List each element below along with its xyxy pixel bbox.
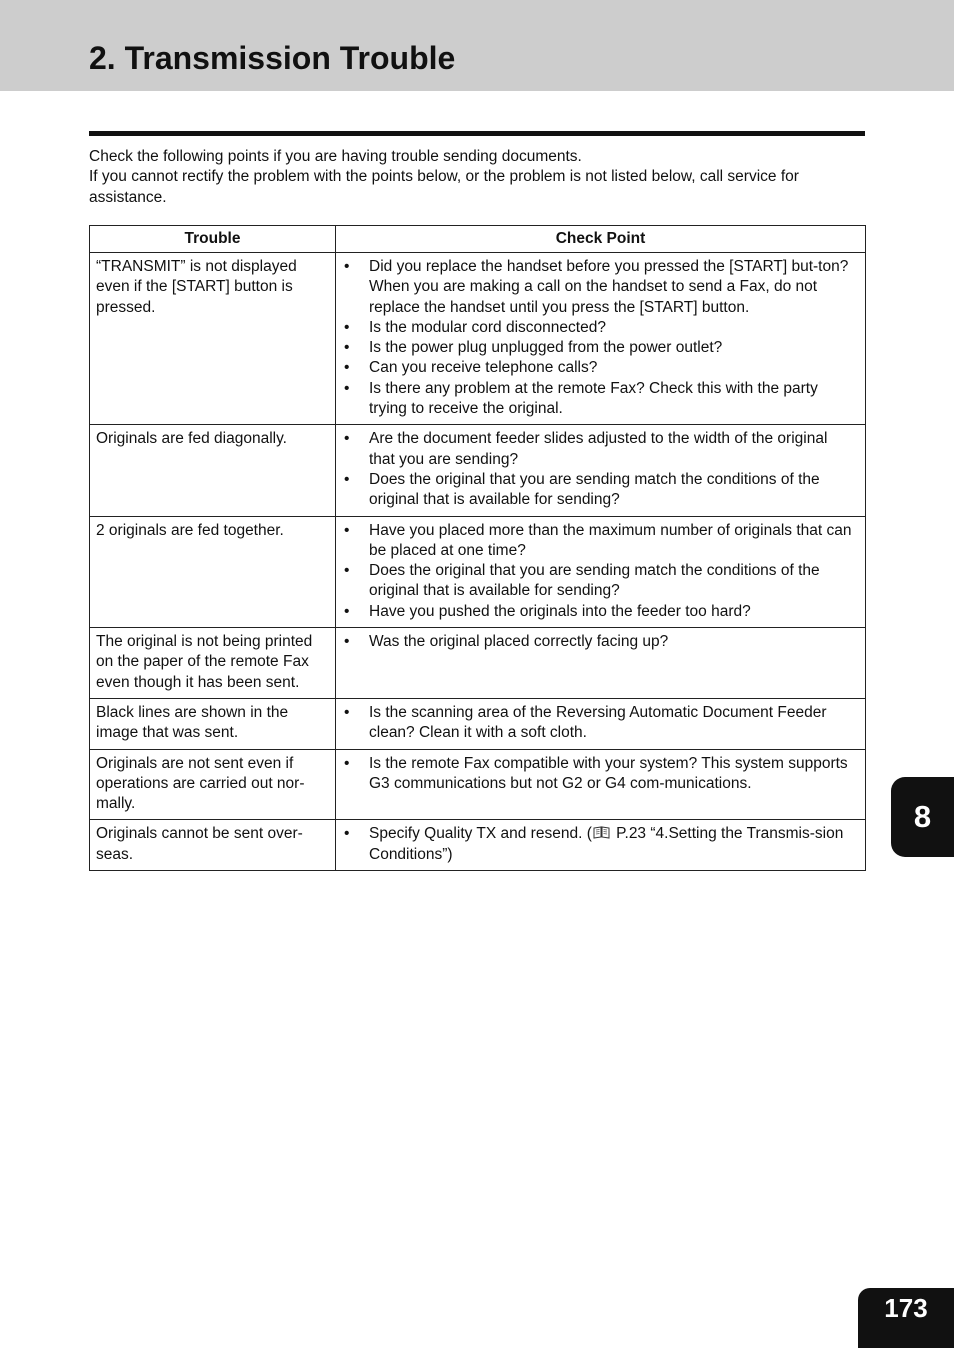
table-row (90, 628, 866, 699)
trouble-cell: “TRANSMIT” is not displayed even if the [START] button is pressed. (90, 253, 336, 425)
bullet: • (344, 258, 350, 275)
chapter-tab: 8 (891, 777, 954, 857)
check-point-list (342, 521, 857, 622)
check-point-item (342, 632, 857, 652)
bullet: • (344, 379, 350, 397)
table-row (90, 425, 866, 516)
check-point-item (342, 602, 857, 622)
check-point-text: Is the modular cord disconnected? (369, 318, 606, 336)
page-title: 2. Transmission Trouble (89, 40, 456, 76)
check-point-item (342, 561, 857, 602)
check-point-text: Have you placed more than the maximum number of originals that can be placed at one time? (369, 521, 852, 559)
check-point-cell (336, 253, 866, 425)
bullet: • (344, 318, 350, 336)
check-point-text: Is there any problem at the remote Fax? Check this with the party trying to receive the original. (369, 379, 818, 418)
check-point-item (342, 257, 857, 318)
check-point-item (342, 379, 857, 420)
check-point-cell (336, 749, 866, 820)
trouble-cell: Originals are fed diagonally. (90, 425, 336, 516)
check-point-item (342, 338, 857, 358)
check-point-item (342, 429, 857, 470)
bullet: • (344, 703, 350, 721)
bullet: • (344, 825, 350, 843)
table-row (90, 749, 866, 820)
trouble-cell: The original is not being printed on the paper of the remote Fax even though it has been sent. (90, 628, 336, 699)
check-point-item (342, 754, 857, 795)
column-header-check-point: Check Point (336, 226, 866, 253)
check-point-item (342, 703, 857, 744)
trouble-cell: Originals are not sent even if operations are carried out nor-mally. (90, 749, 336, 820)
trouble-cell: 2 originals are fed together. (90, 516, 336, 627)
table-header-row (90, 226, 866, 253)
check-point-list (342, 257, 857, 419)
title-rule (89, 131, 865, 136)
check-point-text: Does the original that you are sending match the conditions of the original that is available for sending? (369, 562, 820, 600)
bullet: • (344, 602, 350, 620)
table-row (90, 253, 866, 425)
check-point-item (342, 358, 857, 378)
check-point-text: Was the original placed correctly facing up? (369, 633, 669, 651)
check-point-text: Is the remote Fax compatible with your system? This system supports G3 communications but not G2 or G4 com-munications. (369, 754, 848, 792)
bullet: • (344, 339, 350, 357)
bullet: • (344, 633, 350, 651)
check-point-list (342, 703, 857, 744)
check-point-cell (336, 516, 866, 627)
check-point-cell (336, 628, 866, 699)
check-point-list (342, 632, 857, 652)
check-point-item (342, 318, 857, 338)
trouble-cell: Originals cannot be sent over-seas. (90, 820, 336, 871)
intro-line-1: Check the following points if you are having trouble sending documents. (89, 148, 582, 165)
page-number: 173 (858, 1288, 954, 1348)
check-point-cell (336, 820, 866, 871)
check-point-text: Can you receive telephone calls? (369, 359, 598, 377)
check-point-text-after: P.23 “4.Setting the Transmis-sion Conditions”) (369, 825, 844, 863)
table-row (90, 516, 866, 627)
table-row (90, 698, 866, 749)
book-icon (593, 825, 610, 838)
bullet: • (344, 359, 350, 377)
intro-text (89, 147, 865, 208)
check-point-item (342, 824, 857, 865)
bullet: • (344, 562, 350, 580)
check-point-text: Have you pushed the originals into the feeder too hard? (369, 602, 751, 620)
check-point-text-before: Specify Quality TX and resend. ( (369, 825, 592, 843)
intro-line-2: If you cannot rectify the problem with the points below, or the problem is not listed below, call service for assistance. (89, 168, 799, 206)
check-point-text: Is the power plug unplugged from the power outlet? (369, 339, 723, 357)
check-point-text: Are the document feeder slides adjusted to the width of the original that you are sending? (369, 430, 828, 468)
check-point-text: Does the original that you are sending match the conditions of the original that is available for sending? (369, 470, 820, 509)
check-point-cell (336, 698, 866, 749)
check-point-list (342, 754, 857, 795)
check-point-item (342, 470, 857, 511)
bullet: • (344, 430, 350, 448)
check-point-text: Did you replace the handset before you pressed the [START] but-ton? When you are making a call on the handset to send a Fax, do not replace the handset until you press the [START] button. (369, 258, 849, 316)
table-row (90, 820, 866, 871)
check-point-cell (336, 425, 866, 516)
trouble-cell: Black lines are shown in the image that was sent. (90, 698, 336, 749)
check-point-text: Is the scanning area of the Reversing Automatic Document Feeder clean? Clean it with a soft cloth. (369, 703, 827, 742)
bullet: • (344, 470, 350, 488)
check-point-item (342, 521, 857, 562)
check-point-list (342, 429, 857, 510)
check-point-list (342, 824, 857, 865)
trouble-table (89, 225, 866, 871)
column-header-trouble: Trouble (90, 226, 336, 253)
bullet: • (344, 521, 350, 539)
bullet: • (344, 754, 350, 772)
